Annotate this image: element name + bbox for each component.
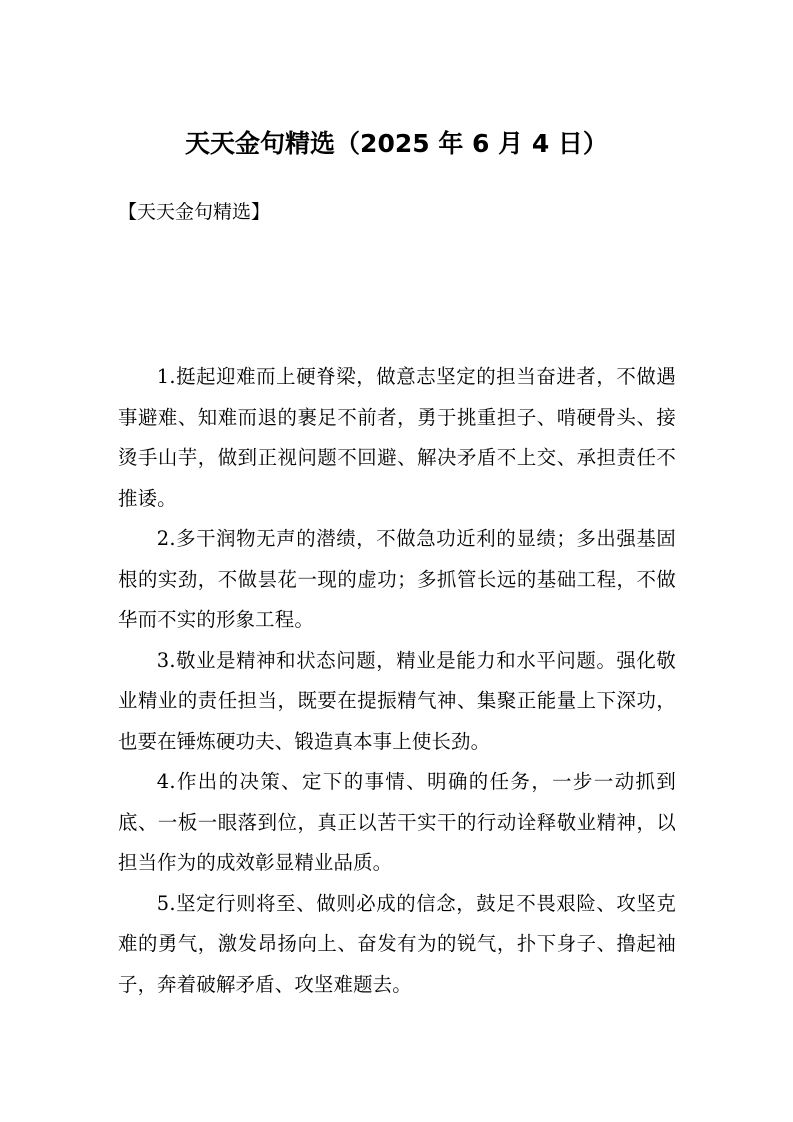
paragraph-5: 5.坚定行则将至、做则必成的信念，鼓足不畏艰险、攻坚克难的勇气，激发昂扬向上、奋发有为的锐气，扑下身子、撸起袖子，奔着破解矛盾、攻坚难题去。	[118, 891, 676, 996]
paragraph-4: 4.作出的决策、定下的事情、明确的任务，一步一动抓到底、一板一眼落到位，真正以苦干实干的行动诠释敬业精神，以担当作为的成效彰显精业品质。	[118, 770, 676, 874]
paragraph-3: 3.敬业是精神和状态问题，精业是能力和水平问题。强化敬业精业的责任担当，既要在提振精气神、集聚正能量上下深功，也要在锤炼硬功夫、锻造真本事上使长劲。	[118, 648, 676, 753]
paragraph-2: 2.多干润物无声的潜绩，不做急功近利的显绩；多出强基固根的实劲，不做昙花一现的虚功；多抓管长远的基础工程，不做华而不实的形象工程。	[118, 527, 676, 631]
section-label: 【天天金句精选】	[118, 201, 271, 223]
paragraph-1: 1.挺起迎难而上硬脊梁，做意志坚定的担当奋进者，不做遇事避难、知难而退的裹足不前者，勇于挑重担子、啃硬骨头、接烫手山芋，做到正视问题不回避、解决矛盾不上交、承担责任不推诿。	[118, 365, 676, 510]
document-body	[118, 357, 676, 1005]
document-title: 天天金句精选（2025 年 6 月 4 日）	[185, 129, 608, 158]
